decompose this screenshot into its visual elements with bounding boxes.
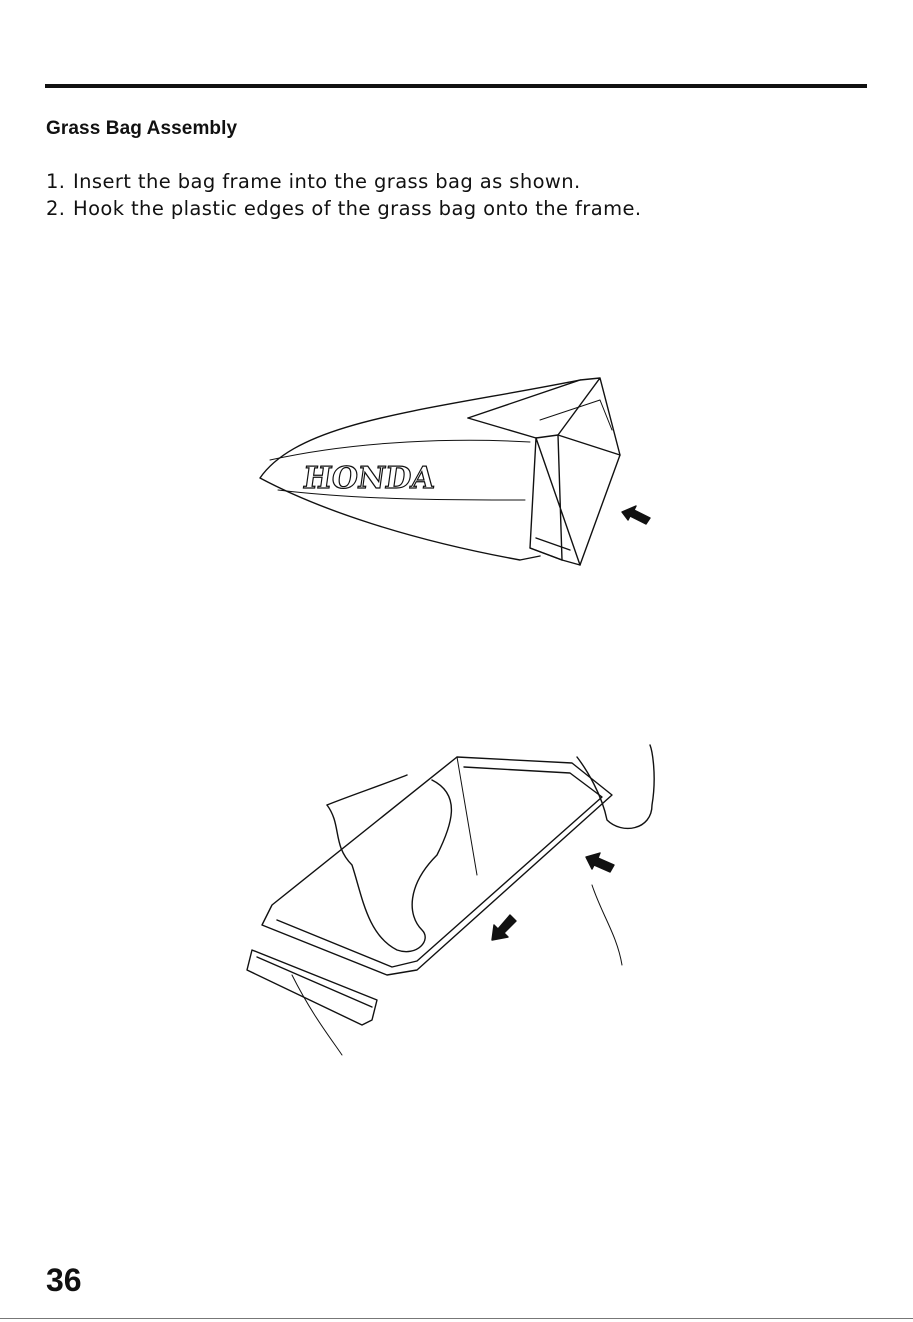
- bag-frame: [468, 378, 620, 565]
- push-arrow-right: [586, 853, 614, 872]
- bag-frame-insert-illustration: [240, 360, 680, 590]
- step-2-number: 2.: [46, 197, 66, 220]
- left-hand: [327, 780, 451, 952]
- hook-edges-illustration: [232, 735, 672, 1065]
- step-2: [46, 195, 641, 222]
- header-rule: [45, 84, 867, 88]
- step-1-number: 1.: [46, 170, 66, 193]
- page-number: 36: [46, 1262, 82, 1298]
- push-arrow-left: [492, 915, 516, 940]
- section-title: Grass Bag Assembly: [46, 118, 238, 139]
- page-bottom-edge: [0, 1318, 913, 1319]
- step-1-text: Insert the bag frame into the grass bag as shown.: [73, 170, 581, 193]
- bag-frame: [262, 757, 612, 975]
- bag-logo: HONDA: [300, 461, 437, 496]
- step-1: [46, 168, 641, 195]
- insert-arrow: [622, 506, 650, 524]
- step-2-text: Hook the plastic edges of the grass bag onto the frame.: [73, 197, 642, 220]
- instruction-list: [46, 168, 641, 222]
